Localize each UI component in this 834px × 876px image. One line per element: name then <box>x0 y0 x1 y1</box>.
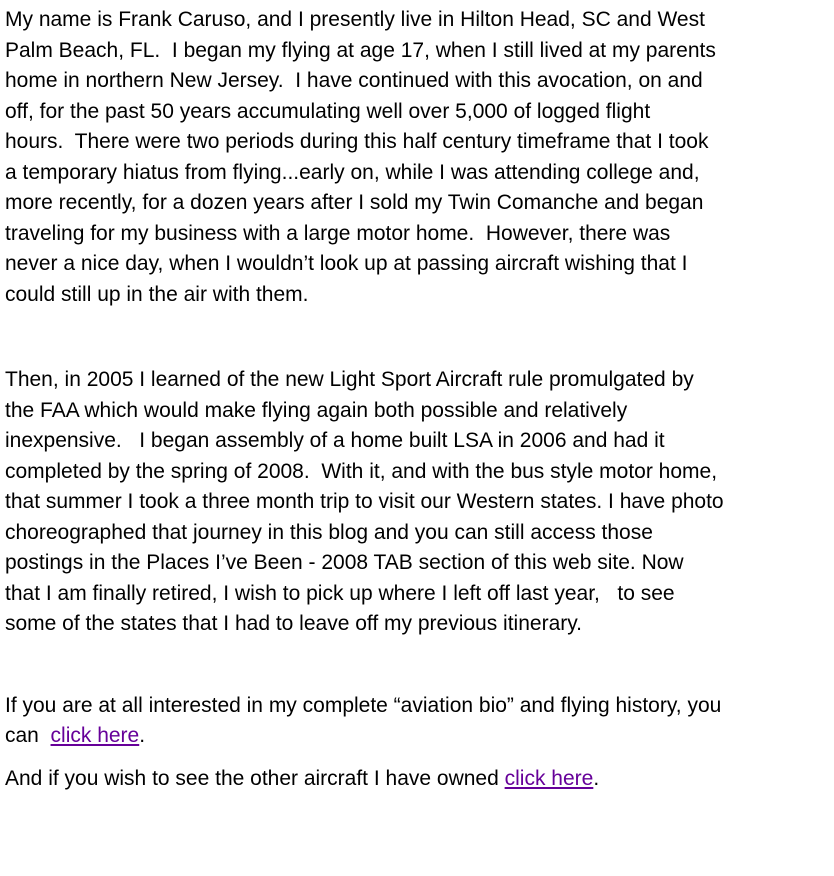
text-run: off, for the past 50 years accumulating well over 5,000 of logged flight <box>5 99 651 123</box>
text-run: If you are at all interested in my complete “aviation bio” and flying history, you <box>5 693 722 717</box>
text-run: home in northern New Jersey. I have continued with this avocation, on and <box>5 69 703 92</box>
paragraph-aviation-bio-cta <box>5 691 831 752</box>
text-run: that I am finally retired, I wish to pick up where I left off last year, to see <box>5 581 675 605</box>
other-aircraft-link[interactable]: click here <box>504 766 594 790</box>
text-run: more recently, for a dozen years after I sold my Twin Comanche and began <box>5 191 704 214</box>
text-run: a temporary hiatus from flying...early on, while I was attending college and, <box>5 160 700 184</box>
text-run: My name is Frank Caruso, and I presently live in Hilton Head, SC and West <box>5 8 705 31</box>
text-run: some of the states that I had to leave off my previous itinerary. <box>5 612 583 635</box>
text-run: choreographed that journey in this blog and you can still access those <box>5 520 653 544</box>
text-run: traveling for my business with a large motor home. However, there was <box>5 221 671 245</box>
paragraph-lsa-story <box>5 365 831 640</box>
text-run: that summer I took a three month trip to visit our Western states. I have photo <box>5 490 724 513</box>
text-run: And if you wish to see the other aircraft I have owned <box>5 766 505 790</box>
text-run: . <box>139 724 146 747</box>
text-run: inexpensive. I began assembly of a home built LSA in 2006 and had it <box>5 429 665 452</box>
text-run: never a nice day, when I wouldn’t look up at passing aircraft wishing that I <box>5 252 688 275</box>
paragraph-other-aircraft-cta <box>5 764 831 795</box>
text-run: can <box>5 724 51 747</box>
text-run: the FAA which would make flying again both possible and relatively <box>5 398 628 422</box>
aviation-bio-link[interactable]: click here <box>50 724 140 747</box>
text-run: . <box>593 766 600 790</box>
text-run: Then, in 2005 I learned of the new Light Sport Aircraft rule promulgated by <box>5 368 694 391</box>
text-run: could still up in the air with them. <box>5 282 309 306</box>
text-run: hours. There were two periods during this half century timeframe that I took <box>5 130 709 153</box>
text-run: postings in the Places I’ve Been - 2008 TAB section of this web site. Now <box>5 551 684 574</box>
text-run: Palm Beach, FL. I began my flying at age 17, when I still lived at my parents <box>5 38 716 62</box>
text-run: completed by the spring of 2008. With it, and with the bus style motor home, <box>5 459 718 483</box>
paragraph-bio-intro <box>5 5 831 310</box>
